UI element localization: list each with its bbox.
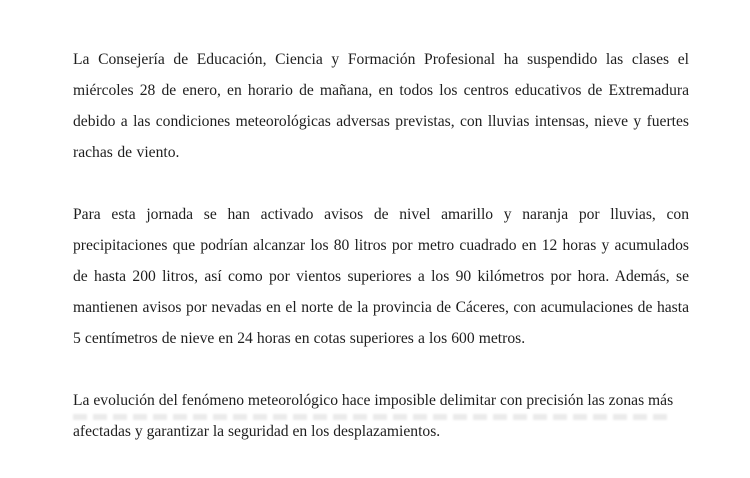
cut-off-text-line	[73, 414, 673, 420]
paragraph-evolution: La evolución del fenómeno meteorológico hace imposible delimitar con precisión las zonas más afectadas y garantizar la seguridad en los desplazamientos.	[73, 392, 674, 440]
paragraph-class-suspension: La Consejería de Educación, Ciencia y Formación Profesional ha suspendido las clases el miércoles 28 de enero, en horario de mañana, en todos los centros educativos de Extremadura debido a las condiciones meteorológicas adversas previstas, con lluvias intensas, nieve y fuertes rachas de viento.	[73, 51, 689, 161]
document-body	[73, 44, 689, 478]
paragraph-weather-warnings: Para esta jornada se han activado avisos de nivel amarillo y naranja por lluvias, con precipitaciones que podrían alcanzar los 80 litros por metro cuadrado en 12 horas y acumulados de hasta 200 litros, así como por vientos superiores a los 90 kilómetros por hora. Además, se mantienen avisos por nevadas en el norte de la provincia de Cáceres, con acumulaciones de hasta 5 centímetros de nieve en 24 horas en cotas superiores a los 600 metros.	[73, 206, 689, 347]
